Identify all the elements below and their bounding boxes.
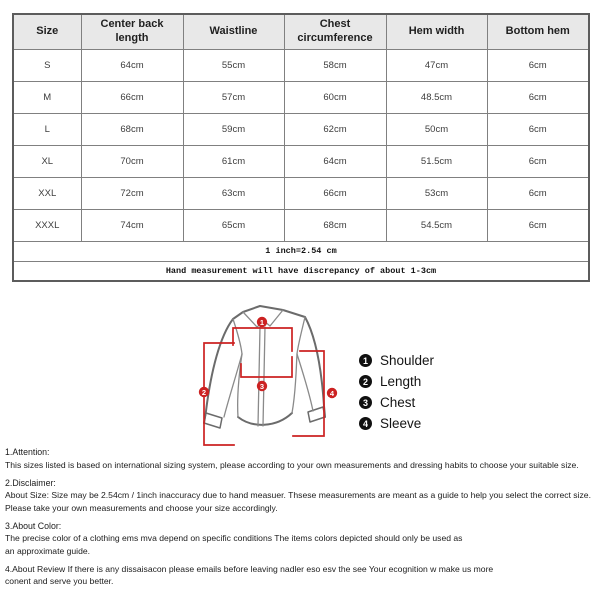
cell-hem-width: 47cm xyxy=(386,49,487,81)
callout-3-label: 3 xyxy=(259,381,265,391)
legend-label: Sleeve xyxy=(380,416,422,431)
cell-hem-width: 48.5cm xyxy=(386,81,487,113)
legend-item-chest xyxy=(359,392,434,413)
table-row-s xyxy=(13,49,589,81)
cell-center-back-length: 70cm xyxy=(81,145,183,177)
size-table xyxy=(12,13,590,282)
table-row-xl xyxy=(13,145,589,177)
cell-size: XXXL xyxy=(13,209,81,241)
callout-1-label: 1 xyxy=(259,317,265,327)
cell-bottom-hem: 6cm xyxy=(487,177,589,209)
about-review-section xyxy=(5,563,599,588)
circled-4-icon: 4 xyxy=(359,417,372,430)
cell-hem-width: 51.5cm xyxy=(386,145,487,177)
cell-chest-circumference: 58cm xyxy=(284,49,386,81)
section-text-line: The precise color of a clothing ems mva depend on specific conditions The items colors depicted should only be used as xyxy=(5,533,463,544)
measurement-legend xyxy=(359,350,434,434)
shirt-measurement-diagram xyxy=(180,301,355,450)
cell-waistline: 57cm xyxy=(183,81,284,113)
cell-bottom-hem: 6cm xyxy=(487,81,589,113)
cell-waistline: 65cm xyxy=(183,209,284,241)
attention-section xyxy=(5,446,599,471)
table-row-xxl xyxy=(13,177,589,209)
table-note-row xyxy=(13,261,589,281)
callout-2-label: 2 xyxy=(201,387,207,397)
column-header-size: Size xyxy=(13,14,81,49)
table-note-row xyxy=(13,241,589,261)
cell-bottom-hem: 6cm xyxy=(487,49,589,81)
cell-bottom-hem: 6cm xyxy=(487,145,589,177)
cell-chest-circumference: 62cm xyxy=(284,113,386,145)
cell-bottom-hem: 6cm xyxy=(487,209,589,241)
cell-hem-width: 54.5cm xyxy=(386,209,487,241)
table-header-row xyxy=(13,14,589,49)
legend-item-shoulder xyxy=(359,350,434,371)
section-text-line: an approximate guide. xyxy=(5,545,91,556)
section-title: 3.About Color: xyxy=(5,520,62,531)
cell-size: XXL xyxy=(13,177,81,209)
cell-center-back-length: 66cm xyxy=(81,81,183,113)
circled-3-icon: 3 xyxy=(359,396,372,409)
cell-waistline: 61cm xyxy=(183,145,284,177)
column-header-waistline: Waistline xyxy=(183,14,284,49)
section-text-line: This sizes listed is based on international sizing system, please according to your own measurements and dressing habits to choose your suitable size. xyxy=(5,459,579,470)
section-title: 2.Disclaimer: xyxy=(5,477,56,488)
cell-size: M xyxy=(13,81,81,113)
disclaimer-section xyxy=(5,477,599,514)
cell-center-back-length: 68cm xyxy=(81,113,183,145)
cell-center-back-length: 64cm xyxy=(81,49,183,81)
circled-2-icon: 2 xyxy=(359,375,372,388)
section-text-line: conent and serve you better. xyxy=(5,576,114,587)
cell-center-back-length: 74cm xyxy=(81,209,183,241)
section-title: 1.Attention: xyxy=(5,447,50,457)
cell-size: L xyxy=(13,113,81,145)
cell-center-back-length: 72cm xyxy=(81,177,183,209)
cell-waistline: 63cm xyxy=(183,177,284,209)
section-text-line: 4.About Review If there is any dissaisacon please emails before leaving nadler eso esv the see Your ecognition w make us more xyxy=(5,563,494,574)
cell-size: S xyxy=(13,49,81,81)
cell-chest-circumference: 60cm xyxy=(284,81,386,113)
circled-1-icon: 1 xyxy=(359,354,372,367)
callout-4-label: 4 xyxy=(329,388,335,398)
column-header-chest-circumference: Chest circumference xyxy=(284,14,386,49)
cell-chest-circumference: 68cm xyxy=(284,209,386,241)
table-row-m xyxy=(13,81,589,113)
cell-chest-circumference: 66cm xyxy=(284,177,386,209)
legend-label: Shoulder xyxy=(380,353,435,368)
hand-measurement-note: Hand measurement will have discrepancy of about 1-3cm xyxy=(13,261,589,281)
table-row-l xyxy=(13,113,589,145)
legend-item-length xyxy=(359,371,434,392)
legend-item-sleeve xyxy=(359,413,434,434)
cell-size: XL xyxy=(13,145,81,177)
column-header-center-back-length: Center back length xyxy=(81,14,183,49)
cell-hem-width: 53cm xyxy=(386,177,487,209)
section-text-line: About Size: Size may be 2.54cm / 1inch inaccuracy due to hand measuer. Thsese measurements are meant as a guide to help you select the correct size. xyxy=(5,490,591,501)
column-header-bottom-hem: Bottom hem xyxy=(487,14,589,49)
about-color-section xyxy=(5,520,599,557)
legend-label: Chest xyxy=(380,395,416,410)
cell-waistline: 55cm xyxy=(183,49,284,81)
column-header-hem-width: Hem width xyxy=(386,14,487,49)
legend-label: Length xyxy=(380,374,422,389)
section-text-line: Please take your own measurements and choose your size accordingly. xyxy=(5,502,278,513)
cell-hem-width: 50cm xyxy=(386,113,487,145)
inch-conversion-note: 1 inch=2.54 cm xyxy=(13,241,589,261)
cell-bottom-hem: 6cm xyxy=(487,113,589,145)
measurement-callouts xyxy=(199,317,337,398)
policy-notes xyxy=(5,446,599,594)
table-row-xxxl xyxy=(13,209,589,241)
cell-waistline: 59cm xyxy=(183,113,284,145)
cell-chest-circumference: 64cm xyxy=(284,145,386,177)
